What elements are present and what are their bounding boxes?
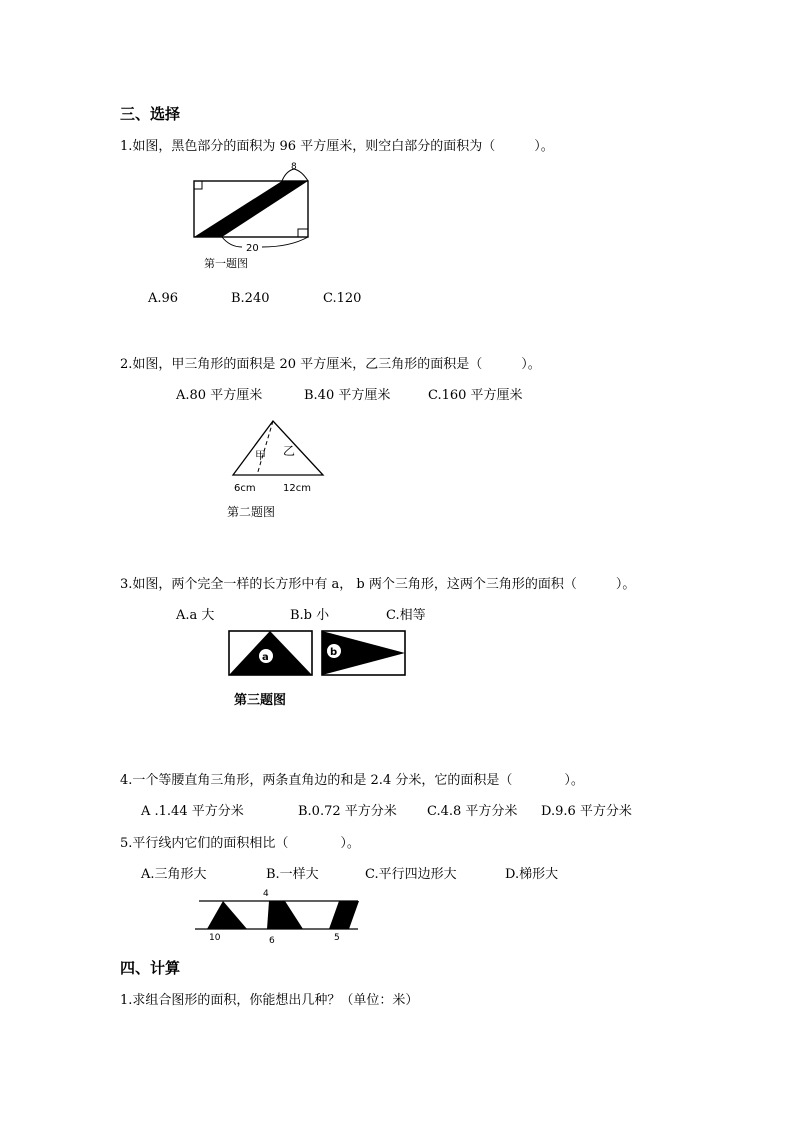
question-2-text: 2.如图，甲三角形的面积是 20 平方厘米，乙三角形的面积是（ ）。 — [120, 357, 541, 372]
q4-option-b: B.0.72 平方分米 — [298, 804, 397, 819]
q1-right-angle-mark — [194, 181, 202, 189]
q5-option-a: A.三角形大 — [141, 867, 207, 882]
q2-triangle — [233, 421, 323, 475]
q1-option-b: B.240 — [231, 291, 270, 306]
q4-option-c: C.4.8 平方分米 — [427, 804, 518, 819]
q2-label-jia: 甲 — [255, 449, 266, 462]
calc-1-text: 1.求组合图形的面积，你能想出几种？（单位：米） — [120, 993, 419, 1008]
q4-option-d: D.9.6 平方分米 — [541, 804, 632, 819]
q3-option-b: B.b 小 — [290, 608, 330, 623]
q2-option-a: A.80 平方厘米 — [176, 388, 263, 403]
q5-label-triangle: 10 — [209, 933, 221, 943]
q2-label-right: 12cm — [283, 483, 311, 494]
question-1-text: 1.如图，黑色部分的面积为 96 平方厘米，则空白部分的面积为（ ）。 — [120, 139, 554, 154]
q5-label-top: 4 — [263, 889, 269, 899]
q2-label-left: 6cm — [234, 483, 256, 494]
q5-trapezoid — [267, 901, 303, 929]
q5-label-parallelogram: 5 — [334, 933, 340, 943]
q5-option-d: D.梯形大 — [505, 867, 559, 882]
q5-label-trapezoid: 6 — [269, 936, 275, 946]
question-2-caption: 第二题图 — [227, 505, 276, 519]
section-title-calculation: 四、计算 — [120, 959, 181, 977]
question-5-figure — [193, 888, 363, 946]
q1-option-c: C.120 — [323, 291, 362, 306]
q3-option-c: C.相等 — [386, 608, 426, 623]
question-3-figure — [228, 630, 410, 678]
q5-option-c: C.平行四边形大 — [365, 867, 457, 882]
q3-label-a: a — [262, 652, 269, 663]
q3-option-a: A.a 大 — [176, 608, 215, 623]
q1-bottom-bracket — [222, 237, 308, 247]
q1-option-a: A.96 — [148, 291, 179, 306]
question-3-caption: 第三题图 — [234, 693, 287, 708]
q4-option-a: A .1.44 平方分米 — [141, 804, 244, 819]
question-4-text: 4.一个等腰直角三角形，两条直角边的和是 2.4 分米，它的面积是（ ）。 — [120, 773, 584, 788]
q1-black-parallelogram — [194, 181, 308, 237]
q2-option-b: B.40 平方厘米 — [304, 388, 391, 403]
section-title-choice: 三、选择 — [120, 105, 181, 123]
question-3-text: 3.如图，两个完全一样的长方形中有 a， b 两个三角形，这两个三角形的面积（ ）。 — [120, 577, 636, 592]
question-2-figure — [225, 415, 335, 500]
q2-label-yi: 乙 — [283, 444, 296, 458]
q3-label-b: b — [330, 647, 338, 658]
question-5-text: 5.平行线内它们的面积相比（ ）。 — [120, 836, 360, 851]
q5-option-b: B.一样大 — [266, 867, 319, 882]
question-1-figure — [190, 163, 320, 253]
q2-dashed-divider — [257, 421, 273, 475]
question-1-caption: 第一题图 — [204, 257, 248, 270]
q5-parallelogram — [329, 901, 359, 929]
q1-bottom-label: 20 — [246, 243, 259, 254]
q1-right-angle-mark — [298, 229, 308, 237]
q5-triangle — [207, 901, 247, 929]
q1-top-label: 8 — [291, 162, 297, 172]
q2-option-c: C.160 平方厘米 — [428, 388, 523, 403]
